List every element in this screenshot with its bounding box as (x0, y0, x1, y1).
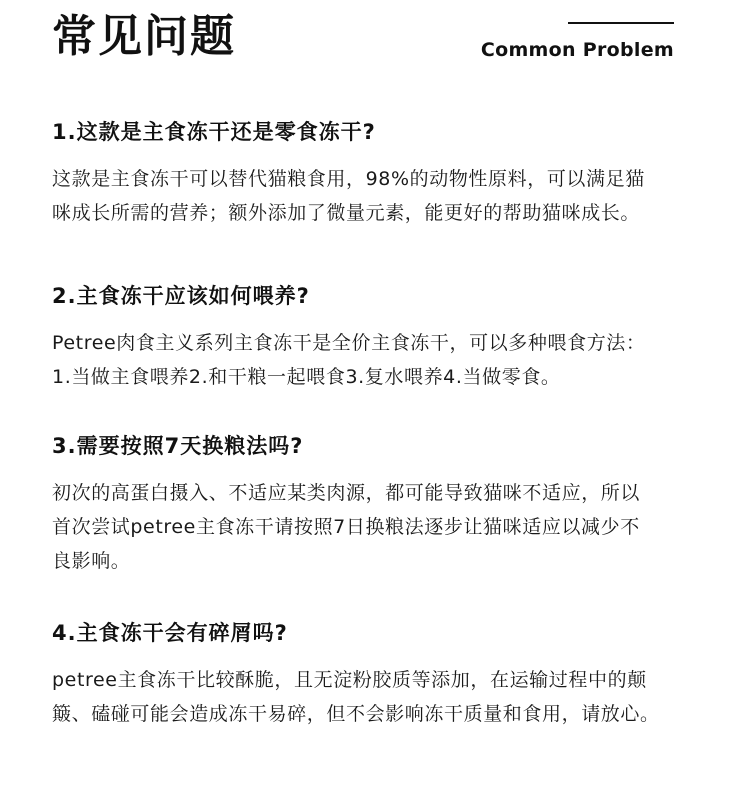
faq-question: 1.这款是主食冻干还是零食冻干? (52, 120, 376, 144)
faq-answer-line: Petree肉食主义系列主食冻干是全价主食冻干，可以多种喂食方法： (52, 332, 646, 354)
subtitle-divider (568, 22, 674, 24)
faq-answer-line: 初次的高蛋白摄入、不适应某类肉源，都可能导致猫咪不适应，所以 (52, 482, 641, 504)
faq-answer-line: 良影响。 (52, 550, 131, 572)
faq-answer (52, 162, 742, 230)
faq-answer-line: 簸、磕碰可能会造成冻干易碎，但不会影响冻干质量和食用，请放心。 (52, 703, 660, 725)
faq-answer-line: 1.当做主食喂养2.和干粮一起喂食3.复水喂养4.当做零食。 (52, 366, 561, 388)
faq-answer (52, 663, 742, 731)
faq-answer (52, 326, 742, 394)
faq-item-3 (52, 430, 742, 578)
faq-answer-line: 这款是主食冻干可以替代猫粮食用，98%的动物性原料，可以满足猫 (52, 168, 645, 190)
faq-question: 2.主食冻干应该如何喂养? (52, 284, 310, 308)
faq-item-2 (52, 280, 742, 394)
page-subtitle: Common Problem (480, 39, 674, 61)
faq-question: 4.主食冻干会有碎屑吗? (52, 621, 288, 645)
faq-question: 3.需要按照7天换粮法吗? (52, 434, 304, 458)
faq-answer-line: 首次尝试petree主食冻干请按照7日换粮法逐步让猫咪适应以减少不 (52, 516, 640, 538)
faq-item-1 (52, 116, 742, 230)
faq-answer-line: petree主食冻干比较酥脆，且无淀粉胶质等添加，在运输过程中的颠 (52, 669, 647, 691)
faq-answer (52, 476, 742, 578)
faq-answer-line: 咪成长所需的营养；额外添加了微量元素，能更好的帮助猫咪成长。 (52, 202, 641, 224)
page-title: 常见问题 (52, 11, 236, 62)
faq-item-4 (52, 617, 742, 731)
